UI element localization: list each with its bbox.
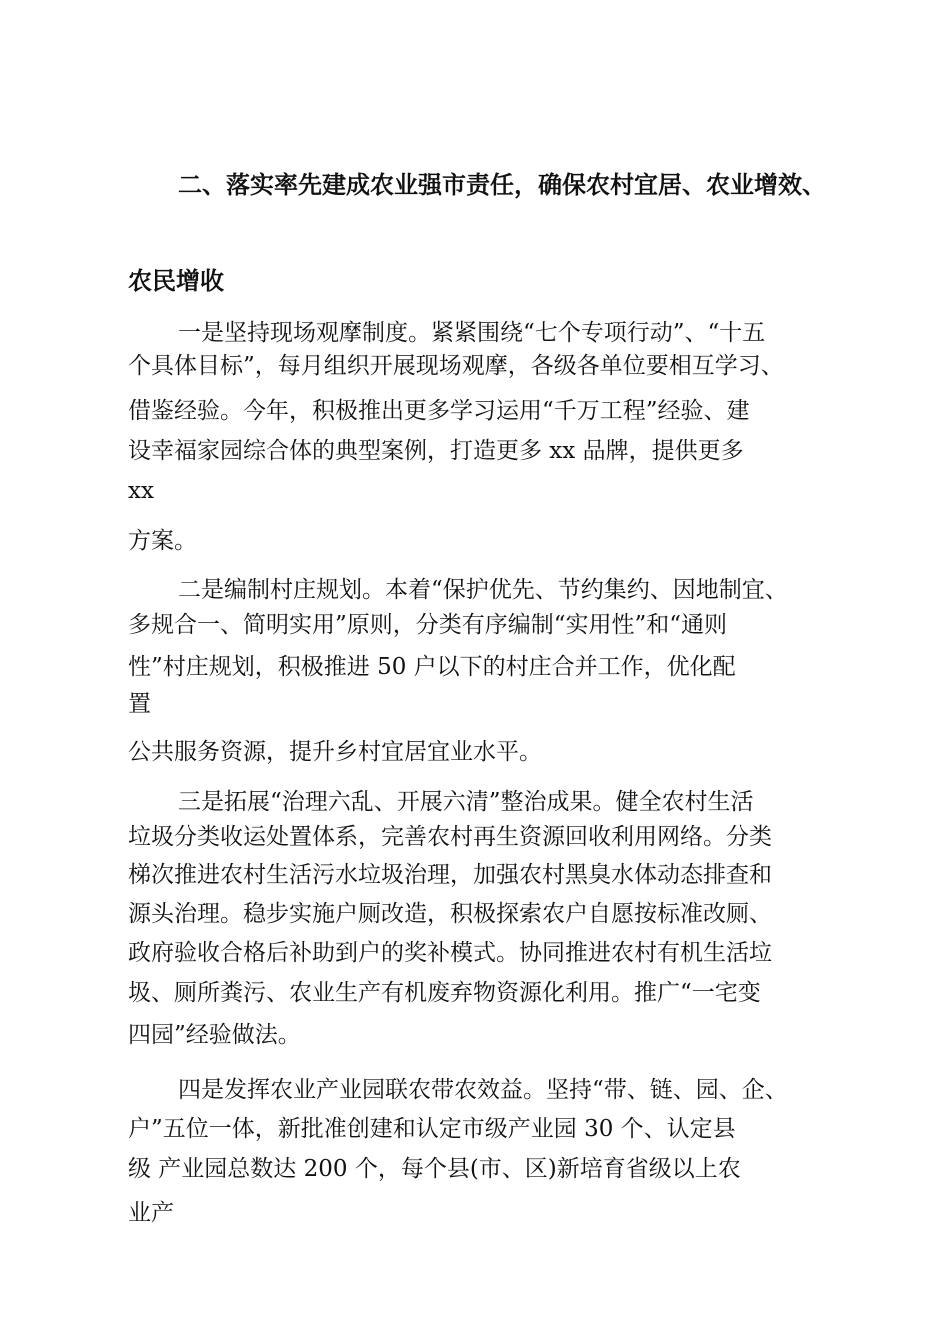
- paragraph-1-line-2: 个具体目标”，每月组织开展现场观摩，各级各单位要相互学习、: [128, 353, 784, 379]
- paragraph-2-line-1: 二是编制村庄规划。本着“保护优先、节约集约、因地制宜、: [178, 577, 788, 603]
- paragraph-1-line-5: xx: [128, 478, 154, 504]
- paragraph-3-line-7: 四园”经验做法。: [128, 1022, 301, 1048]
- paragraph-3-line-6: 圾、厕所粪污、农业生产有机废弃物资源化利用。推广“一宅变: [128, 980, 761, 1006]
- paragraph-1-line-1: 一是坚持现场观摩制度。紧紧围绕“七个专项行动”、“十五: [178, 320, 766, 346]
- paragraph-1-line-6: 方案。: [128, 528, 197, 554]
- paragraph-1-line-3: 借鉴经验。今年，积极推出更多学习运用“千万工程”经验、建: [128, 398, 750, 424]
- paragraph-2-line-5: 公共服务资源，提升乡村宜居宜业水平。: [128, 739, 542, 765]
- paragraph-3-line-2: 垃圾分类收运处置体系，完善农村再生资源回收利用网络。分类: [128, 824, 772, 850]
- paragraph-4-line-3: 级 产业园总数达 200 个，每个县(市、区)新培育省级以上农: [128, 1156, 741, 1182]
- paragraph-3-line-5: 政府验收合格后补助到户的奖补模式。协同推进农村有机生活垃: [128, 940, 772, 966]
- paragraph-4-line-2: 户”五位一体，新批准创建和认定市级产业园 30 个、认定县: [128, 1116, 736, 1142]
- paragraph-3-line-3: 梯次推进农村生活污水垃圾治理，加强农村黑臭水体动态排查和: [128, 862, 772, 888]
- paragraph-3-line-4: 源头治理。稳步实施户厕改造，积极探索农户自愿按标准改厕、: [128, 901, 772, 927]
- paragraph-3-line-1: 三是拓展“治理六乱、开展六清”整治成果。健全农村生活: [178, 789, 754, 815]
- section-heading-line-1: 二、落实率先建成农业强市责任，确保农村宜居、农业增效、: [178, 171, 826, 199]
- paragraph-1-line-4: 设幸福家园综合体的典型案例，打造更多 xx 品牌，提供更多: [128, 438, 744, 464]
- paragraph-4-line-4: 业产: [128, 1200, 174, 1226]
- paragraph-2-line-4: 置: [128, 691, 151, 717]
- paragraph-4-line-1: 四是发挥农业产业园联农带农效益。坚持“带、链、园、企、: [178, 1077, 788, 1103]
- paragraph-2-line-2: 多规合一、简明实用”原则，分类有序编制“实用性”和“通则: [128, 612, 728, 638]
- paragraph-2-line-3: 性”村庄规划，积极推进 50 户以下的村庄合并工作，优化配: [128, 654, 736, 680]
- section-heading-line-2: 农民增收: [128, 267, 224, 295]
